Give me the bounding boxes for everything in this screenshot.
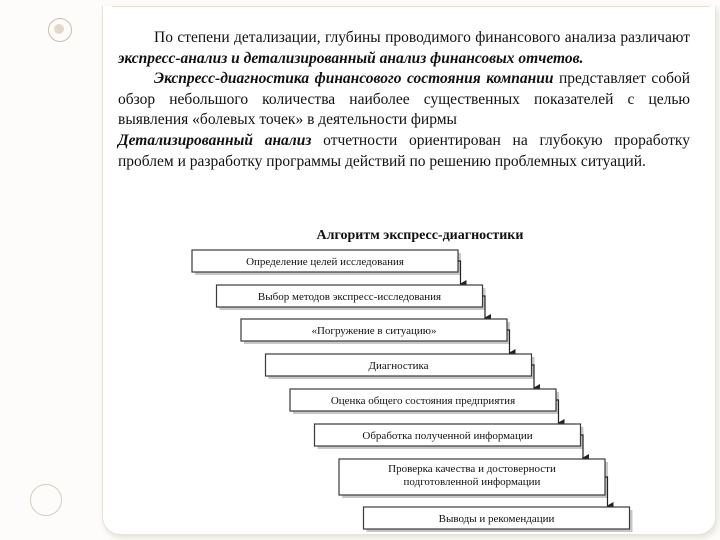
paragraph-2-emphasis: Экспресс-диагностика финансового состояния компании [154,70,554,88]
step-box-8 [364,507,633,532]
step-box-1 [192,250,461,275]
step-box-5 [290,389,559,414]
step-label: подготовленной информации [403,476,541,488]
step-label: Выводы и рекомендации [438,513,555,525]
step-box-4 [266,354,535,379]
paragraph-3-text: отчетности ориентирован на глубокую проработку проблем и разработку программы действий по решению проблемных ситуаций. [118,131,690,170]
step-label: Оценка общего состояния предприятия [330,395,516,407]
step-box-6 [315,424,584,449]
paragraph-1-emphasis: экспресс-анализ и детализированный анализ финансовых отчетов. [118,49,584,67]
step-label: «Погружение в ситуацию» [311,325,437,337]
paragraph-1-text: По степени детализации, глубины проводимого финансового анализа различают [154,29,690,46]
step-label: Проверка качества и достоверности [388,463,556,475]
step-label: Определение целей исследования [246,256,404,268]
step-box-3 [241,319,510,344]
diagram-title: Алгоритм экспресс-диагностики [316,228,524,243]
paragraph-3-emphasis: Детализированный анализ [118,131,312,149]
step-label: Выбор методов экспресс-исследования [257,291,442,303]
step-box-7 [339,459,608,498]
paragraph-2-text: представляет собой обзор небольшого количества наиболее существенных показателей с целью выявления «болевых точек» в деятельности фирмы [118,70,690,129]
step-box-2 [217,285,486,310]
step-label: Диагностика [368,360,429,372]
step-label: Обработка полученной информации [362,430,533,442]
